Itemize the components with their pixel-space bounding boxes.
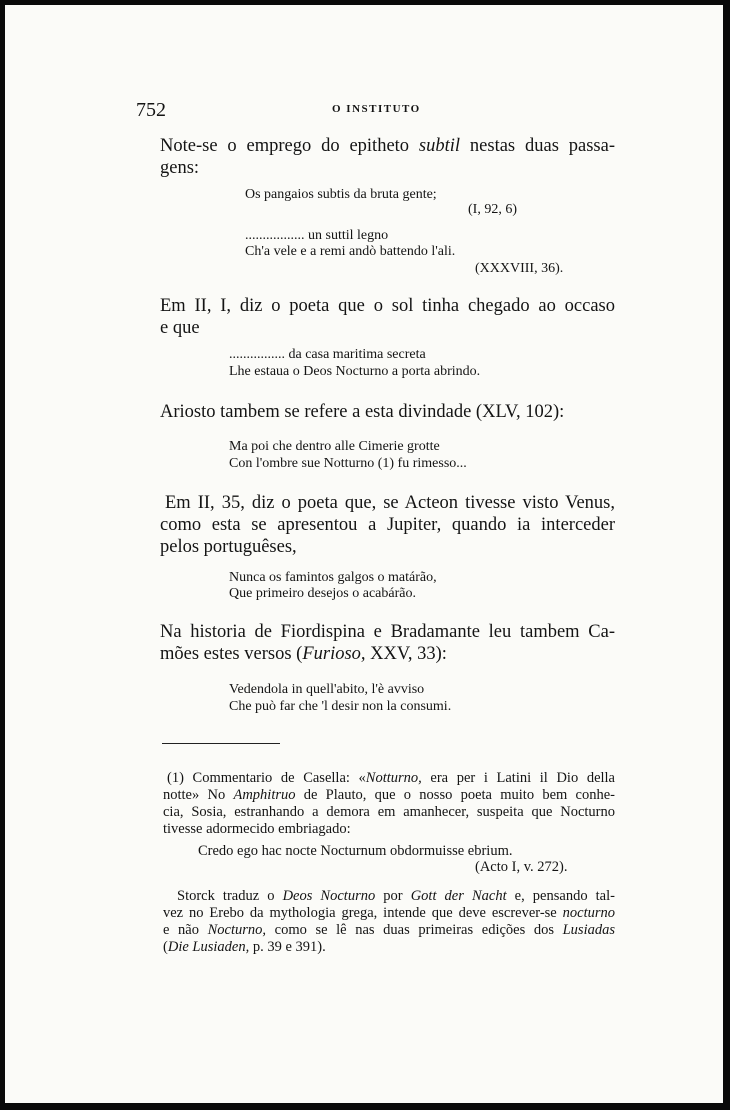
footnote-line: Storck traduz o Deos Nocturno por Gott der Nacht e, pensando tal- [177, 888, 615, 904]
footnote-line: (1) Commentario de Casella: «Notturno, era per i Latini il Dio della [167, 770, 615, 786]
paragraph-line: Ariosto tambem se refere a esta divindade (XLV, 102): [160, 402, 565, 422]
verse-line: Vedendola in quell'abito, l'è avviso [229, 682, 425, 697]
paragraph-line: Em II, 35, diz o poeta que, se Acteon tivesse visto Venus, [165, 493, 615, 513]
footnote-line: (Die Lusiaden, p. 39 e 391). [163, 939, 326, 955]
paragraph-4 [160, 492, 615, 558]
verse-line: Nunca os famintos galgos o matárão, [229, 570, 437, 585]
verse-line: Che può far che 'l desir non la consumi. [229, 699, 452, 714]
footnote-line: e não Nocturno, como se lê nas duas primeiras edições dos Lusiadas [163, 922, 615, 938]
verse-line: ................. un suttil legno [245, 228, 389, 243]
paragraph-5 [160, 621, 615, 665]
verse-line: ................ da casa maritima secreta [229, 347, 426, 362]
verse-line: Lhe estaua o Deos Nocturno a porta abrindo. [229, 364, 481, 379]
paragraph-1 [160, 135, 615, 179]
paragraph-line: Note-se o emprego do epitheto subtil nestas duas passa- [160, 136, 615, 156]
paragraph-line: e que [160, 318, 200, 338]
paragraph-line: pelos portuguêses, [160, 537, 297, 557]
verse-reference: (I, 92, 6) [468, 202, 517, 217]
footnote-line: vez no Erebo da mythologia grega, intende que deve escrever-se nocturno [163, 905, 615, 921]
paragraph-line: Em II, I, diz o poeta que o sol tinha chegado ao occaso [160, 296, 615, 316]
footnote-line: tivesse adormecido embriagado: [163, 821, 351, 837]
verse-reference: (XXXVIII, 36). [475, 261, 564, 276]
running-title: O INSTITUTO [332, 103, 421, 115]
paragraph-line: mões estes versos (Furioso, XXV, 33): [160, 644, 447, 664]
paragraph-line: como esta se apresentou a Jupiter, quando ia interceder [160, 515, 615, 535]
paragraph-3 [160, 401, 615, 423]
footnote-quote: Credo ego hac nocte Nocturnum obdormuisse ebrium. [198, 843, 513, 859]
verse-line: Os pangaios subtis da bruta gente; [245, 187, 437, 202]
paragraph-line: gens: [160, 158, 200, 178]
footnote-line: notte» No Amphitruo de Plauto, que o nosso poeta muito bem conhe- [163, 787, 615, 803]
footnote-divider [162, 743, 280, 744]
footnote-quote-reference: (Acto I, v. 272). [475, 859, 568, 875]
book-page [5, 5, 723, 1103]
footnote-line: cia, Sosia, estranhando a demora em amanhecer, suspeita que Nocturno [163, 804, 615, 820]
verse-line: Que primeiro desejos o acabárão. [229, 586, 416, 601]
paragraph-line: Na historia de Fiordispina e Bradamante leu tambem Ca- [160, 622, 615, 642]
verse-line: Ma poi che dentro alle Cimerie grotte [229, 439, 440, 454]
page-number: 752 [136, 99, 166, 121]
verse-line: Ch'a vele e a remi andò battendo l'ali. [245, 244, 456, 259]
footnote-paragraph-2 [163, 888, 615, 956]
footnote [163, 770, 615, 838]
verse-line: Con l'ombre sue Notturno (1) fu rimesso... [229, 456, 467, 471]
paragraph-2 [160, 295, 615, 339]
